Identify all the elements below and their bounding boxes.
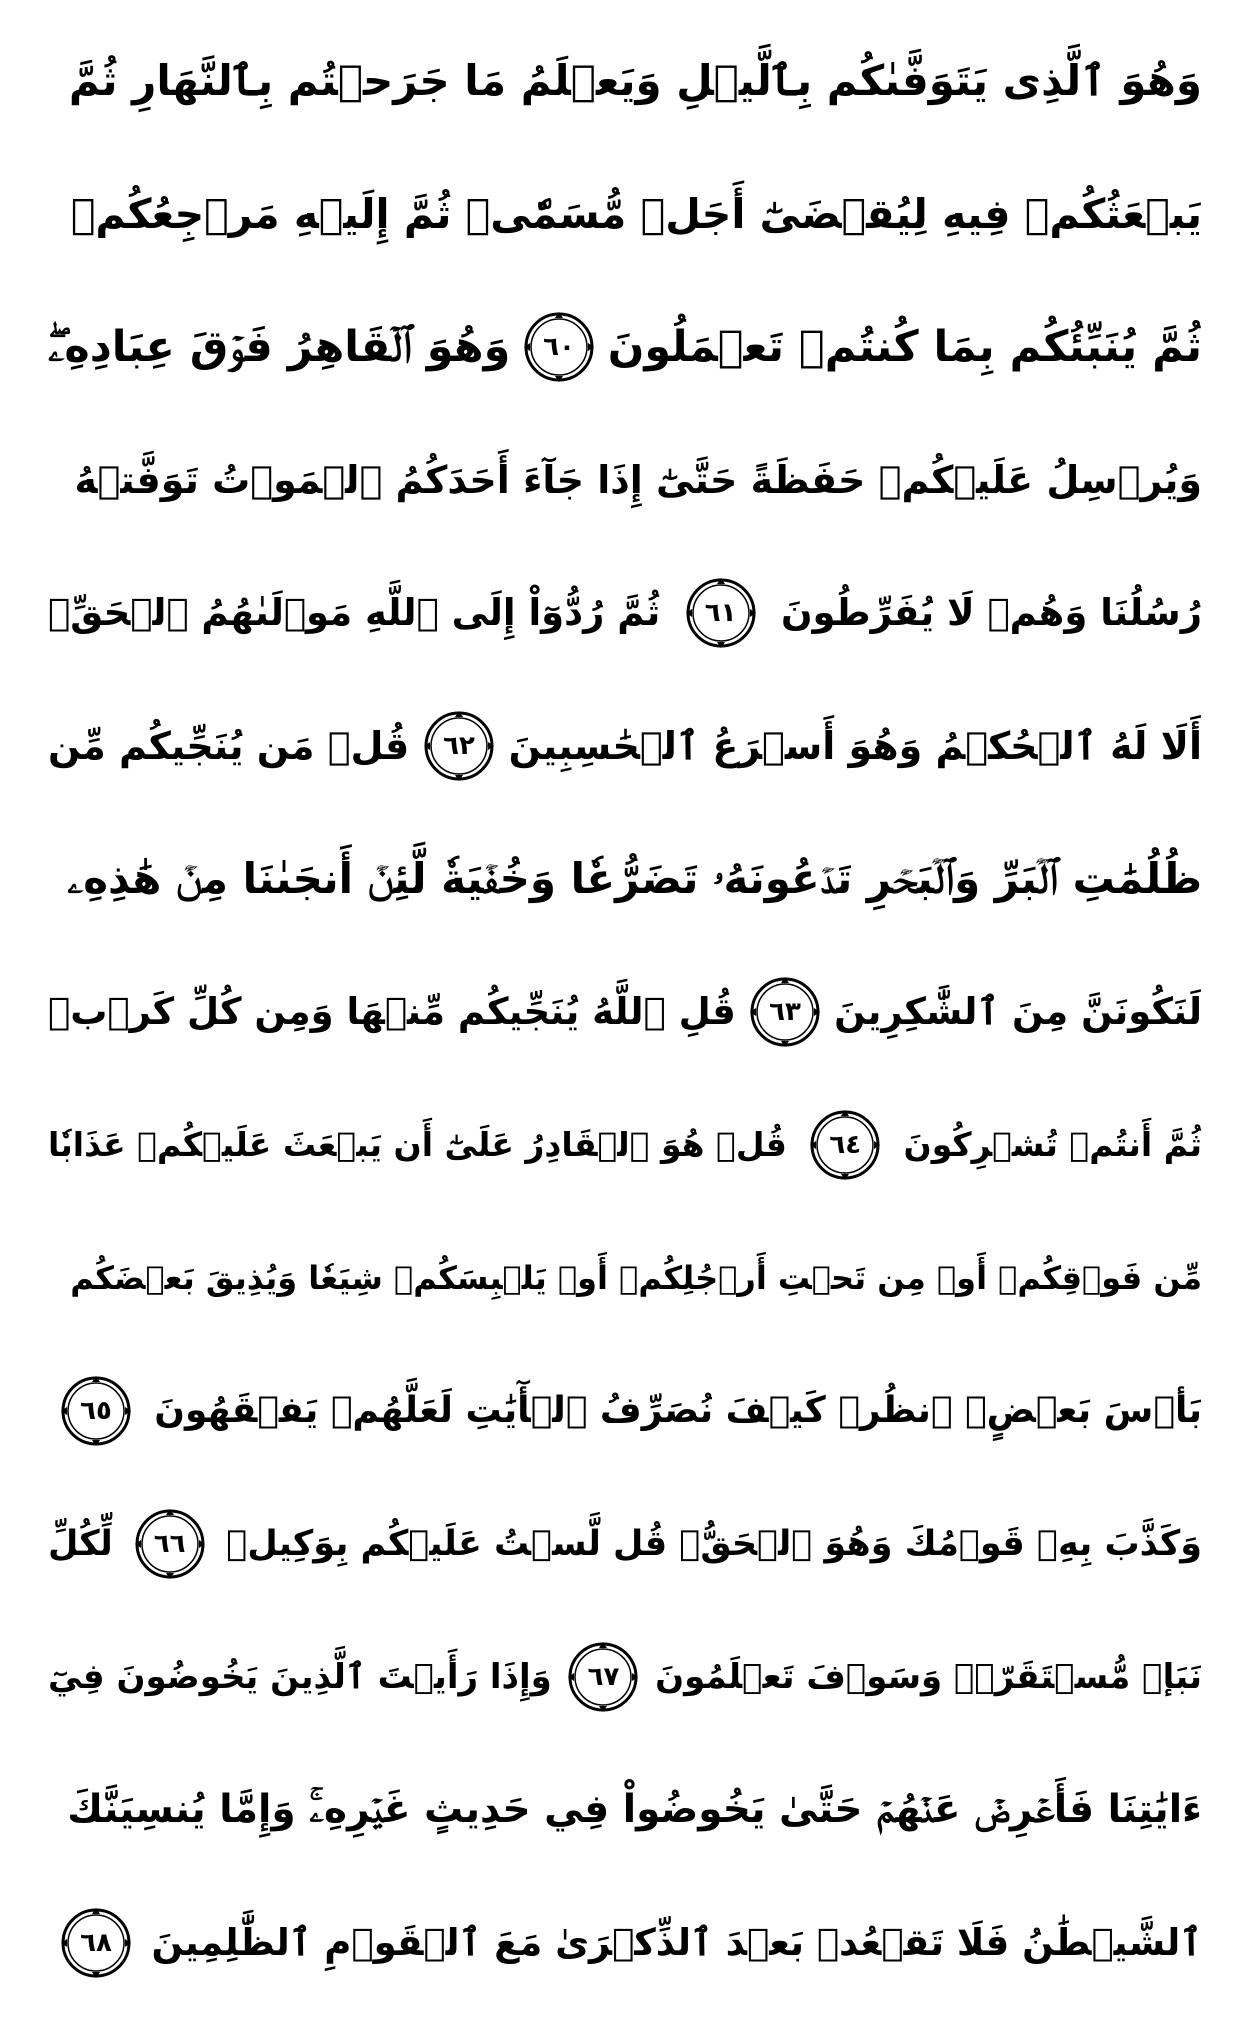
text-line xyxy=(48,1610,1202,1743)
ayah-number-marker xyxy=(807,1107,883,1183)
text-line xyxy=(48,945,1202,1078)
verse-text: ءَايَٰتِنَا فَأَعۡرِضۡ عَنۡهُمۡ حَتَّىٰ يَخُوضُواْ فِي حَدِيثٍ غَيۡرِهِۦۚ وَإِمَّا يُنسِيَنَّكَ xyxy=(67,1787,1202,1832)
text-line xyxy=(48,1344,1202,1477)
verse-text: ثُمَّ أَنتُمۡ تُشۡرِكُونَ xyxy=(903,1125,1202,1164)
verse-text: وَإِذَا رَأَيۡتَ ٱلَّذِينَ يَخُوضُونَ فِيٓ xyxy=(48,1657,552,1697)
verse-text: لِّكُلِّ xyxy=(48,1523,113,1564)
text-line xyxy=(48,1477,1202,1610)
ayah-number-marker xyxy=(421,708,497,784)
text-line xyxy=(48,147,1202,280)
text-line xyxy=(48,280,1202,413)
verse-text: وَهُوَ ٱلَّذِى يَتَوَفَّىٰكُم بِٱلَّيۡلِ وَيَعۡلَمُ مَا جَرَحۡتُم بِٱلنَّهَارِ ثُمَّ xyxy=(68,56,1202,105)
ayah-number: ٦٣ xyxy=(769,996,801,1027)
ayah-number: ٦٥ xyxy=(80,1395,112,1426)
ayah-number: ٦٧ xyxy=(587,1661,620,1692)
text-line xyxy=(48,1211,1202,1344)
ayah-number-marker xyxy=(521,309,597,385)
ayah-number-marker xyxy=(565,1639,641,1715)
ayah-number-marker xyxy=(683,575,759,651)
verse-text: مِّن فَوۡقِكُمۡ أَوۡ مِن تَحۡتِ أَرۡجُلِكُمۡ أَوۡ يَلۡبِسَكُمۡ شِيَعٗا وَيُذِيقَ بَعۡضَكُم xyxy=(70,1258,1202,1297)
text-line xyxy=(48,1743,1202,1876)
verse-text: وَهُوَ ٱلۡقَاهِرُ فَوۡقَ عِبَادِهِۦۖ xyxy=(48,321,511,372)
verse-text: ثُمَّ رُدُّوٓاْ إِلَى ٱللَّهِ مَوۡلَىٰهُمُ ٱلۡحَقِّۚ xyxy=(48,591,661,634)
ayah-number-marker xyxy=(58,1373,134,1449)
verse-text: قُلۡ هُوَ ٱلۡقَادِرُ عَلَىٰٓ أَن يَبۡعَثَ عَلَيۡكُمۡ عَذَابٗا xyxy=(48,1125,787,1164)
verse-text: وَيُرۡسِلُ عَلَيۡكُمۡ حَفَظَةً حَتَّىٰٓ إِذَا جَآءَ أَحَدَكُمُ ٱلۡمَوۡتُ تَوَفَّتۡهُ xyxy=(74,457,1202,502)
ayah-number-marker xyxy=(132,1506,208,1582)
ayah-number: ٦١ xyxy=(704,597,737,628)
text-line xyxy=(48,546,1202,679)
ayah-number: ٦٨ xyxy=(80,1927,112,1958)
verse-text: أَلَا لَهُ ٱلۡحُكۡمُ وَهُوَ أَسۡرَعُ ٱلۡحَٰسِبِينَ xyxy=(508,723,1202,768)
verse-text: ٱلشَّيۡطَٰنُ فَلَا تَقۡعُدۡ بَعۡدَ ٱلذِّكۡرَىٰ مَعَ ٱلۡقَوۡمِ ٱلظَّٰلِمِينَ xyxy=(151,1921,1202,1964)
ayah-number: ٦٢ xyxy=(443,730,475,761)
verse-text: بَأۡسَ بَعۡضٍۗ ٱنظُرۡ كَيۡفَ نُصَرِّفُ ٱلۡأٓيَٰتِ لَعَلَّهُمۡ يَفۡقَهُونَ xyxy=(154,1390,1202,1431)
text-line xyxy=(48,1078,1202,1211)
text-line xyxy=(48,679,1202,812)
text-line xyxy=(48,1876,1202,2009)
ayah-number: ٦٤ xyxy=(829,1129,862,1160)
verse-text: ثُمَّ يُنَبِّئُكُم بِمَا كُنتُمۡ تَعۡمَلُونَ xyxy=(607,321,1202,372)
verse-text: وَكَذَّبَ بِهِۦ قَوۡمُكَ وَهُوَ ٱلۡحَقُّۚ قُل لَّسۡتُ عَلَيۡكُم بِوَكِيلٖ xyxy=(226,1523,1202,1564)
verse-text: نَبَإٖ مُّسۡتَقَرّٞۚ وَسَوۡفَ تَعۡلَمُونَ xyxy=(655,1656,1202,1697)
verse-text: رُسُلُنَا وَهُمۡ لَا يُفَرِّطُونَ xyxy=(780,591,1202,634)
ayah-number-marker xyxy=(747,974,823,1050)
verse-text: يَبۡعَثُكُمۡ فِيهِ لِيُقۡضَىٰٓ أَجَلٞ مُّسَمّٗىۖ ثُمَّ إِلَيۡهِ مَرۡجِعُكُمۡ xyxy=(70,189,1202,238)
text-line xyxy=(48,812,1202,945)
verse-text: ظُلُمَٰتِ ٱلۡبَرِّ وَٱلۡبَحۡرِ تَدۡعُونَهُۥ تَضَرُّعٗا وَخُفۡيَةٗ لَّئِنۡ أَنجَىٰنَا مِنۡ هَٰذِهِۦ xyxy=(67,853,1202,903)
text-line xyxy=(48,413,1202,546)
verse-text: قُلۡ مَن يُنَجِّيكُم مِّن xyxy=(48,723,410,768)
ayah-number: ٦٦ xyxy=(153,1528,186,1559)
verse-text: قُلِ ٱللَّهُ يُنَجِّيكُم مِّنۡهَا وَمِن كُلِّ كَرۡبٖ xyxy=(48,990,736,1033)
ayah-number-marker xyxy=(58,1905,134,1981)
text-line xyxy=(48,14,1202,147)
verse-text: لَنَكُونَنَّ مِنَ ٱلشَّٰكِرِينَ xyxy=(834,990,1202,1033)
ayah-number: ٦٠ xyxy=(543,331,575,362)
